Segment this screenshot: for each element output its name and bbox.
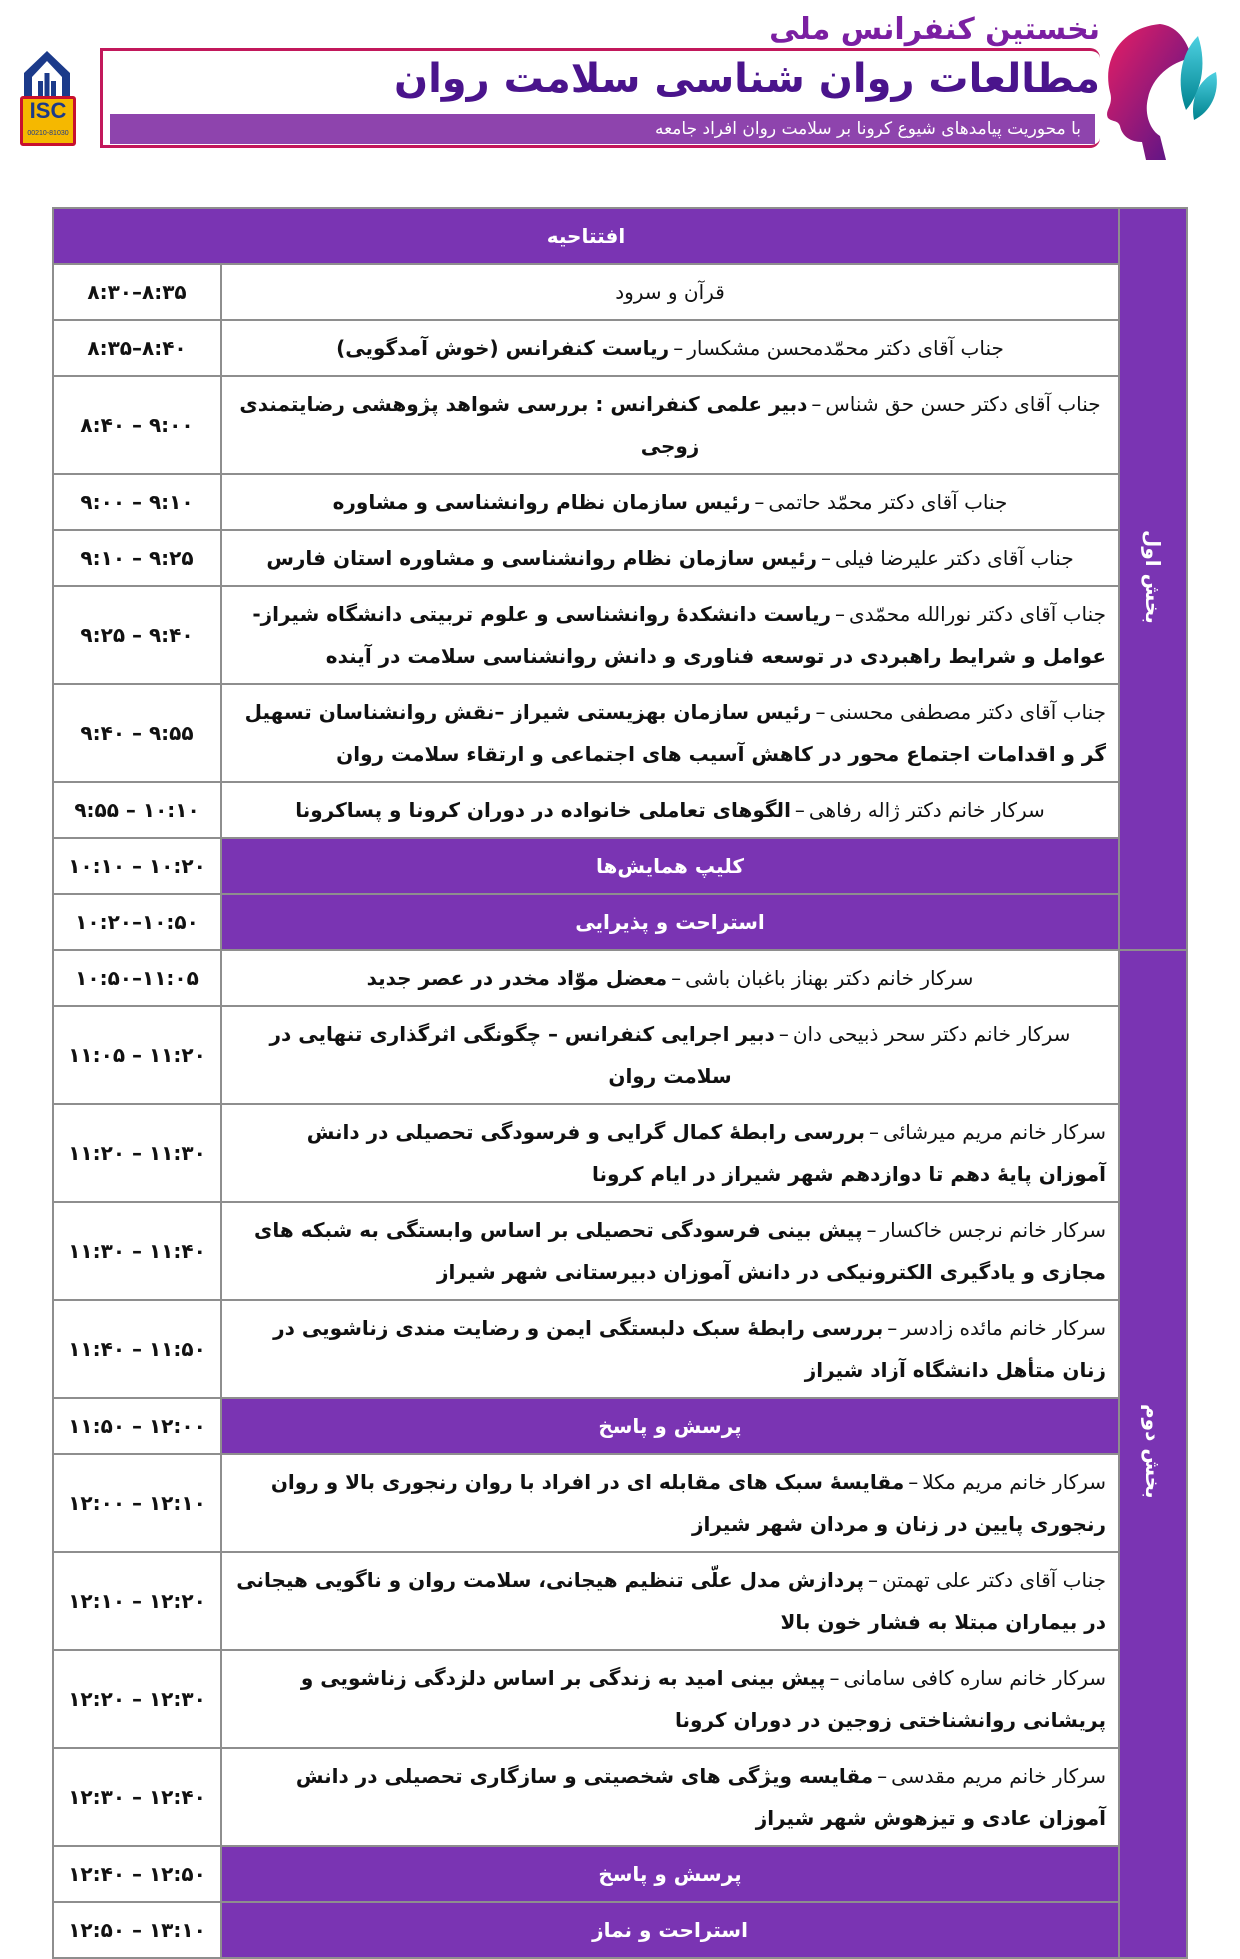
isc-logo-text: ISC: [29, 98, 67, 123]
speaker-name: جناب آقای دکتر محمّد حاتمی: [768, 490, 1008, 514]
session-title: ریاست کنفرانس (خوش آمدگویی): [336, 336, 670, 360]
conference-subtitle: نخستین کنفرانس ملی: [769, 12, 1100, 47]
session-title: مقایسۀ سبک های مقابله ای در افراد با روان رنجوری بالا و روان رنجوری پایین در زنان و مردان شهر شیراز: [270, 1470, 1106, 1536]
speaker-name: سرکار خانم مائده زادسر: [901, 1316, 1106, 1340]
table-row: [53, 376, 1187, 474]
table-row: [53, 1552, 1187, 1650]
speaker-name: سرکار خانم دکتر بهناز باغبان باشی: [685, 966, 974, 990]
session-title: معضل موّاد مخدر در عصر جدید: [366, 966, 668, 990]
time-cell: ۱۲:۰۰ – ۱۲:۱۰: [53, 1454, 221, 1552]
session-cell: سرکار خانم مائده زادسر–بررسی رابطۀ سبک دلبستگی ایمن و رضایت مندی زناشویی در زنان متأهل دانشگاه آزاد شیراز: [221, 1300, 1119, 1398]
section-label-first: بخش اول: [1119, 208, 1187, 950]
table-row: [53, 1846, 1187, 1902]
time-cell: ۱۱:۳۰ – ۱۱:۴۰: [53, 1202, 221, 1300]
table-row: [53, 838, 1187, 894]
speaker-name: سرکار خانم مریم میرشائی: [883, 1120, 1106, 1144]
session-title: دبیر اجرایی کنفرانس – چگونگی اثرگذاری تنهایی در سلامت روان: [269, 1022, 775, 1088]
table-row: [53, 208, 1187, 264]
session-title: پیش بینی امید به زندگی بر اساس دلزدگی زناشویی و پریشانی روانشناختی زوجین در دوران کرونا: [300, 1666, 1106, 1732]
speaker-name: جناب آقای دکتر حسن حق شناس: [825, 392, 1101, 416]
session-title: پیش بینی فرسودگی تحصیلی بر اساس وابستگی به شبکه های مجازی و یادگیری الکترونیکی در دانش آموزان دبیرستانی شهر شیراز: [254, 1218, 1106, 1284]
time-cell: ۱۱:۴۰ – ۱۱:۵۰: [53, 1300, 221, 1398]
time-cell: ۹:۲۵ – ۹:۴۰: [53, 586, 221, 684]
speaker-name: سرکار خانم ساره کافی سامانی: [843, 1666, 1106, 1690]
speaker-name: سرکار خانم مریم مکلا: [922, 1470, 1106, 1494]
speaker-name: جناب آقای دکتر نورالله محمّدی: [848, 602, 1106, 626]
session-cell: جناب آقای دکتر نورالله محمّدی–ریاست دانشکدۀ روانشناسی و علوم تربیتی دانشگاه شیراز- عوامل و شرایط راهبردی در توسعه فناوری و دانش روانشناسی سلامت در آینده: [221, 586, 1119, 684]
head-profile-icon: [1100, 14, 1228, 164]
qa-banner: پرسش و پاسخ: [221, 1398, 1119, 1454]
session-cell: سرکار خانم مریم مکلا–مقایسۀ سبک های مقابله ای در افراد با روان رنجوری بالا و روان رنجوری پایین در زنان و مردان شهر شیراز: [221, 1454, 1119, 1552]
session-cell: سرکار خانم ساره کافی سامانی–پیش بینی امید به زندگی بر اساس دلزدگی زناشویی و پریشانی روانشناختی زوجین در دوران کرونا: [221, 1650, 1119, 1748]
table-row: [53, 894, 1187, 950]
time-cell: ۱۰:۵۰–۱۱:۰۵: [53, 950, 221, 1006]
table-row: [53, 1902, 1187, 1958]
table-row: [53, 950, 1187, 1006]
time-cell: ۱۲:۲۰ – ۱۲:۳۰: [53, 1650, 221, 1748]
session-cell: جناب آقای دکتر علی تهمتن–پردازش مدل علّی تنظیم هیجانی، سلامت روان و ناگویی هیجانی در بیماران مبتلا به فشار خون بالا: [221, 1552, 1119, 1650]
table-row: [53, 1202, 1187, 1300]
table-row: [53, 1398, 1187, 1454]
session-cell: سرکار خانم مریم میرشائی–بررسی رابطۀ کمال گرایی و فرسودگی تحصیلی در دانش آموزان پایۀ دهم تا دوازدهم شهر شیراز در ایام کرونا: [221, 1104, 1119, 1202]
session-title: رئیس سازمان نظام روانشناسی و مشاوره: [332, 490, 751, 514]
table-row: [53, 320, 1187, 376]
session-title: الگوهای تعاملی خانواده در دوران کرونا و پساکرونا: [295, 798, 791, 822]
time-cell: ۱۱:۲۰ – ۱۱:۳۰: [53, 1104, 221, 1202]
conference-title: مطالعات روان شناسی سلامت روان: [393, 56, 1100, 102]
qa-banner: پرسش و پاسخ: [221, 1846, 1119, 1902]
time-cell: ۹:۴۰ – ۹:۵۵: [53, 684, 221, 782]
session-cell: سرکار خانم مریم مقدسی–مقایسه ویژگی های شخصیتی و سازگاری تحصیلی در دانش آموزان عادی و تیزهوش شهر شیراز: [221, 1748, 1119, 1846]
schedule-table: [52, 207, 1188, 1959]
time-cell: ۱۲:۳۰ – ۱۲:۴۰: [53, 1748, 221, 1846]
time-cell: ۱۰:۱۰ – ۱۰:۲۰: [53, 838, 221, 894]
time-cell: ۹:۱۰ – ۹:۲۵: [53, 530, 221, 586]
conference-theme: با محوریت پیامدهای شیوع کرونا بر سلامت روان افراد جامعه: [110, 114, 1095, 144]
session-title: ریاست دانشکدۀ روانشناسی و علوم تربیتی دانشگاه شیراز- عوامل و شرایط راهبردی در توسعه فناوری و دانش روانشناسی سلامت در آینده: [252, 602, 1106, 668]
break-banner: استراحت و پذیرایی: [221, 894, 1119, 950]
session-cell: سرکار خانم دکتر بهناز باغبان باشی–معضل موّاد مخدر در عصر جدید: [221, 950, 1119, 1006]
time-cell: ۱۱:۵۰ – ۱۲:۰۰: [53, 1398, 221, 1454]
speaker-name: جناب آقای دکتر علی تهمتن: [882, 1568, 1106, 1592]
session-cell: سرکار خانم دکتر ژاله رفاهی–الگوهای تعاملی خانواده در دوران کرونا و پساکرونا: [221, 782, 1119, 838]
session-cell: جناب آقای دکتر مصطفی محسنی–رئیس سازمان بهزیستی شیراز –نقش روانشناسان تسهیل گر و اقدامات اجتماع محور در کاهش آسیب های اجتماعی و ارتقاء سلامت روان: [221, 684, 1119, 782]
session-title: دبیر علمی کنفرانس : بررسی شواهد پژوهشی رضایتمندی زوجی: [239, 392, 808, 458]
session-title: پردازش مدل علّی تنظیم هیجانی، سلامت روان و ناگویی هیجانی در بیماران مبتلا به فشار خون بالا: [236, 1568, 1106, 1634]
table-row: [53, 1006, 1187, 1104]
speaker-name: جناب آقای دکتر علیرضا فیلی: [834, 546, 1074, 570]
table-row: [53, 1650, 1187, 1748]
session-title: مقایسه ویژگی های شخصیتی و سازگاری تحصیلی در دانش آموزان عادی و تیزهوش شهر شیراز: [295, 1764, 1106, 1830]
speaker-name: سرکار خانم دکتر سحر ذبیحی دان: [792, 1022, 1071, 1046]
table-row: [53, 1300, 1187, 1398]
session-cell: قرآن و سرود: [221, 264, 1119, 320]
time-cell: ۸:۳۰–۸:۳۵: [53, 264, 221, 320]
table-row: [53, 1454, 1187, 1552]
isc-logo-code: 00210-81030: [27, 130, 69, 137]
table-row: [53, 782, 1187, 838]
prayer-break-banner: استراحت و نماز: [221, 1902, 1119, 1958]
time-cell: ۱۲:۱۰ – ۱۲:۲۰: [53, 1552, 221, 1650]
speaker-name: سرکار خانم مریم مقدسی: [891, 1764, 1106, 1788]
table-row: [53, 474, 1187, 530]
table-row: [53, 684, 1187, 782]
section-label-second: بخش دوم: [1119, 950, 1187, 1958]
time-cell: ۱۲:۵۰ – ۱۳:۱۰: [53, 1902, 221, 1958]
time-cell: ۸:۴۰ – ۹:۰۰: [53, 376, 221, 474]
session-title: بررسی رابطۀ کمال گرایی و فرسودگی تحصیلی در دانش آموزان پایۀ دهم تا دوازدهم شهر شیراز در ایام کرونا: [306, 1120, 1106, 1186]
time-cell: ۹:۰۰ – ۹:۱۰: [53, 474, 221, 530]
speaker-name: سرکار خانم نرجس خاکسار: [880, 1218, 1106, 1242]
speaker-name: جناب آقای دکتر محمّدمحسن مشکسار: [687, 336, 1004, 360]
session-cell: سرکار خانم دکتر سحر ذبیحی دان–دبیر اجرایی کنفرانس – چگونگی اثرگذاری تنهایی در سلامت روان: [221, 1006, 1119, 1104]
time-cell: ۸:۳۵–۸:۴۰: [53, 320, 221, 376]
clip-banner: کلیپ همایش‌ها: [221, 838, 1119, 894]
session-title: بررسی رابطۀ سبک دلبستگی ایمن و رضایت مندی زناشویی در زنان متأهل دانشگاه آزاد شیراز: [273, 1316, 1106, 1382]
table-row: [53, 1104, 1187, 1202]
time-cell: ۹:۵۵ – ۱۰:۱۰: [53, 782, 221, 838]
table-row: [53, 264, 1187, 320]
opening-banner: افتتاحیه: [53, 208, 1119, 264]
session-title: رئیس سازمان نظام روانشناسی و مشاوره استان فارس: [266, 546, 817, 570]
session-cell: جناب آقای دکتر محمّد حاتمی–رئیس سازمان نظام روانشناسی و مشاوره: [221, 474, 1119, 530]
time-cell: ۱۰:۲۰–۱۰:۵۰: [53, 894, 221, 950]
session-cell: سرکار خانم نرجس خاکسار–پیش بینی فرسودگی تحصیلی بر اساس وابستگی به شبکه های مجازی و یادگیری الکترونیکی در دانش آموزان دبیرستانی شهر شیراز: [221, 1202, 1119, 1300]
session-title: رئیس سازمان بهزیستی شیراز –نقش روانشناسان تسهیل گر و اقدامات اجتماع محور در کاهش آسیب های اجتماعی و ارتقاء سلامت روان: [244, 700, 1106, 766]
time-cell: ۱۱:۰۵ – ۱۱:۲۰: [53, 1006, 221, 1104]
table-row: [53, 1748, 1187, 1846]
time-cell: ۱۲:۴۰ – ۱۲:۵۰: [53, 1846, 221, 1902]
table-row: [53, 586, 1187, 684]
speaker-name: سرکار خانم دکتر ژاله رفاهی: [808, 798, 1045, 822]
table-row: [53, 530, 1187, 586]
session-cell: جناب آقای دکتر علیرضا فیلی–رئیس سازمان نظام روانشناسی و مشاوره استان فارس: [221, 530, 1119, 586]
session-cell: جناب آقای دکتر حسن حق شناس–دبیر علمی کنفرانس : بررسی شواهد پژوهشی رضایتمندی زوجی: [221, 376, 1119, 474]
conference-header: [0, 0, 1240, 170]
speaker-name: جناب آقای دکتر مصطفی محسنی: [829, 700, 1106, 724]
session-cell: جناب آقای دکتر محمّدمحسن مشکسار–ریاست کنفرانس (خوش آمدگویی): [221, 320, 1119, 376]
